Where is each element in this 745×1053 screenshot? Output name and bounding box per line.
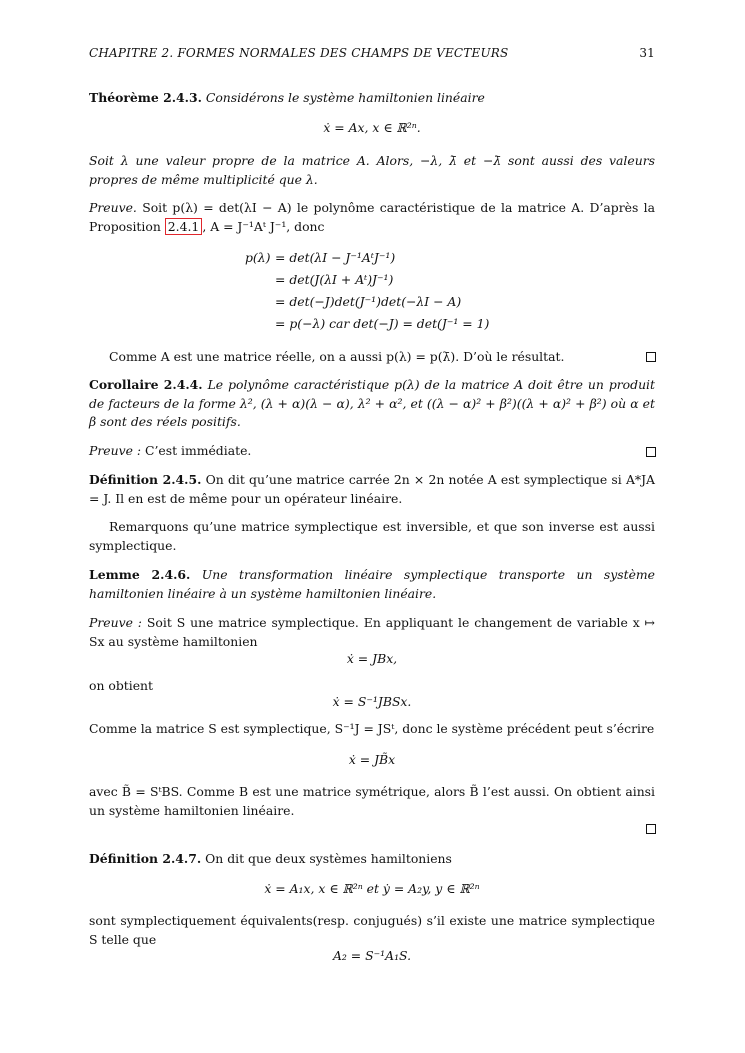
proof-label: Preuve : xyxy=(89,615,142,630)
equation-line: = det(−J)det(J⁻¹)det(−λI − A) xyxy=(275,294,462,309)
theorem-body: Soit λ une valeur propre de la matrice A. Alors, −λ, λ̄ et −λ̄ sont aussi des valeurs propres de même multiplicité que λ. xyxy=(89,153,655,187)
proof-text-3: avec B̃ = SᵗBS. Comme B est une matrice symétrique, alors B̃ l’est aussi. On obtient ainsi un système hamiltonien linéaire. xyxy=(89,784,655,818)
qed-square xyxy=(646,352,656,362)
page-number: 31 xyxy=(639,46,655,60)
corollary-2-4-4 xyxy=(89,376,655,432)
definition-label: Définition 2.4.7. xyxy=(89,851,202,866)
definition-label: Définition 2.4.5. xyxy=(89,472,202,487)
proof-obtains: on obtient xyxy=(89,678,154,693)
proof-2 xyxy=(89,442,655,461)
corollary-label: Corollaire 2.4.4. xyxy=(89,377,203,392)
proof-3-intro xyxy=(89,614,655,651)
proof-1-intro xyxy=(89,199,655,236)
proof-equation: ẋ = JB̃x xyxy=(348,752,396,767)
qed-square xyxy=(646,824,656,834)
running-header xyxy=(89,46,655,60)
proof-label: Preuve. xyxy=(89,200,137,215)
lemma-body: Une transformation linéaire symplectique transporte un système hamiltonien linéaire à un système hamiltonien linéaire. xyxy=(89,567,655,601)
theorem-label: Théorème 2.4.3. xyxy=(89,90,202,105)
corollary-body: Le polynôme caractéristique p(λ) de la matrice A doit être un produit de facteurs de la forme λ², (λ + α)(λ − α), λ² + α², et ((λ − α)² + β²)((λ + α)² + β²) où α et β sont des réels positifs. xyxy=(89,377,655,429)
proof-text: C’est immédiate. xyxy=(144,443,252,458)
theorem-intro: Considérons le système hamiltonien linéaire xyxy=(205,90,485,105)
proof-label: Preuve : xyxy=(89,443,142,458)
definition-2-4-7 xyxy=(89,850,655,869)
equation-line: = p(−λ) car det(−J) = det(J⁻¹ = 1) xyxy=(275,316,490,331)
theorem-2-4-3-intro xyxy=(89,89,655,108)
proof-text-2: Comme la matrice S est symplectique, S⁻¹J = JSᵗ, donc le système précédent peut s’écrire xyxy=(89,721,655,736)
lemma-2-4-6 xyxy=(89,566,655,603)
definition-equation: ẋ = A₁x, x ∈ ℝ²ⁿ et ẏ = A₂y, y ∈ ℝ²ⁿ xyxy=(264,881,480,896)
proof-equation: ẋ = JBx, xyxy=(346,651,398,666)
remark-paragraph: Remarquons qu’une matrice symplectique est inversible, et que son inverse est aussi symplectique. xyxy=(89,519,655,553)
chapter-title: CHAPITRE 2. FORMES NORMALES DES CHAMPS DE VECTEURS xyxy=(89,46,509,60)
lemma-label: Lemme 2.4.6. xyxy=(89,567,191,582)
definition-body: On dit qu’une matrice carrée 2n × 2n notée A est symplectique si A*JA = J. Il en est de même pour un opérateur linéaire. xyxy=(89,472,656,506)
proof-1-conclusion: Comme A est une matrice réelle, on a aussi p(λ) = p(λ̄). D’où le résultat. xyxy=(109,349,565,364)
equation-line: = det(J(λI + Aᵗ)J⁻¹) xyxy=(275,272,394,287)
proof-text: Soit S une matrice symplectique. En appliquant le changement de variable x ↦ Sx au système hamiltonien xyxy=(89,615,655,649)
proof-text-b: , A = J⁻¹Aᵗ J⁻¹, donc xyxy=(202,218,325,234)
theorem-equation: ẋ = Ax, x ∈ ℝ²ⁿ. xyxy=(323,120,421,135)
definition-intro: On dit que deux systèmes hamiltoniens xyxy=(205,851,452,866)
definition-equation: A₂ = S⁻¹A₁S. xyxy=(332,948,412,963)
equation-lhs: p(λ) xyxy=(245,250,271,265)
definition-2-4-5 xyxy=(89,471,655,508)
proposition-reference-link[interactable]: 2.4.1 xyxy=(165,218,203,235)
equation-line: = det(λI − J⁻¹AᵗJ⁻¹) xyxy=(275,250,396,265)
qed-square xyxy=(646,447,656,457)
proof-text-a: Soit p(λ) = det(λI − A) le polynôme caractéristique de la matrice A. D’après la Proposition xyxy=(89,200,655,234)
definition-body: sont symplectiquement équivalents(resp. conjugués) s’il existe une matrice symplectique S telle que xyxy=(89,913,655,947)
proof-equation: ẋ = S⁻¹JBSx. xyxy=(332,694,412,709)
